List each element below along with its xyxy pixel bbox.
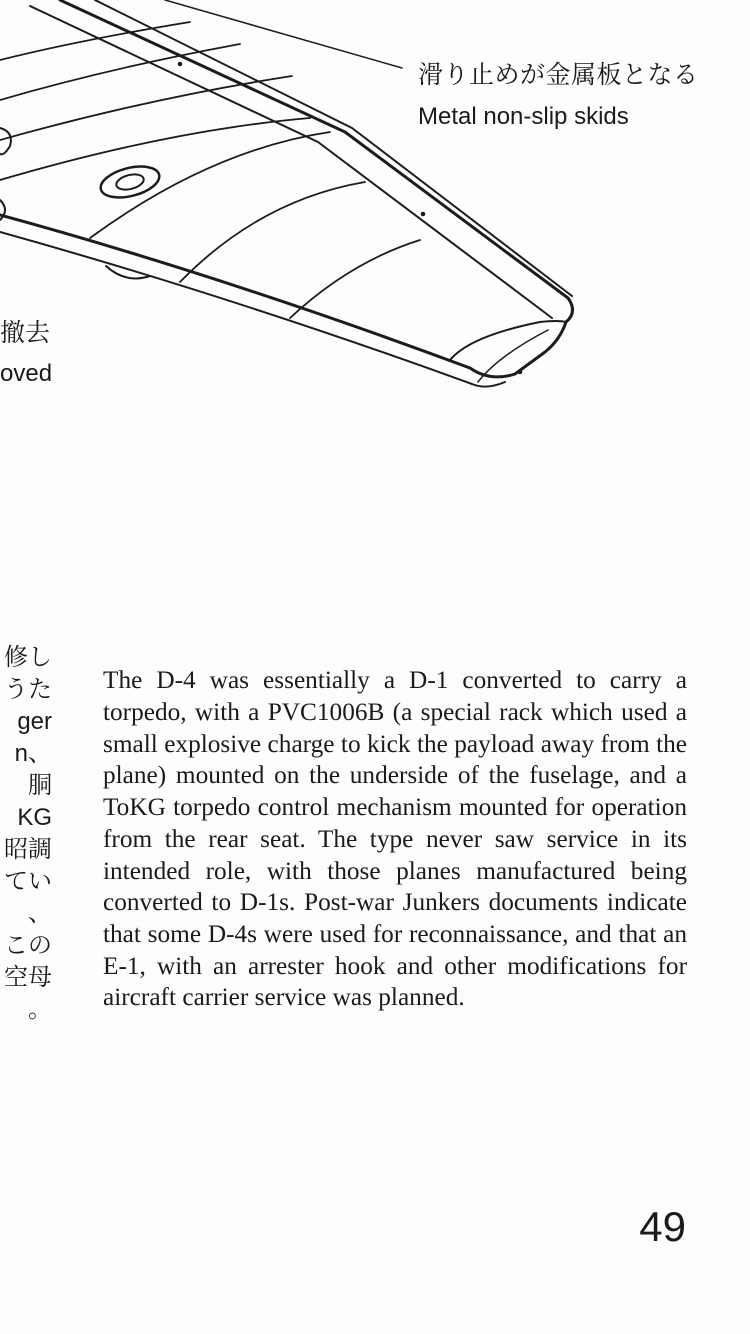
wing-underside-bump [106, 266, 150, 278]
wing-rib-line [290, 240, 420, 318]
callout-leader-line [165, 0, 402, 68]
wing-trailing-edge-inner [0, 232, 505, 387]
wing-access-port-inner [115, 172, 146, 192]
japanese-text-column [0, 642, 52, 1026]
wing-rivet [421, 212, 425, 216]
japanese-text-line: n、 [14, 740, 52, 767]
callout-skids-japanese: 滑り止めが金属板となる [418, 61, 699, 89]
wing-rib-line [180, 182, 365, 282]
japanese-text-line: ger [17, 708, 52, 735]
japanese-text-line: 。 [28, 996, 52, 1023]
japanese-text-line: KG [17, 804, 52, 831]
japanese-text-line: この [4, 932, 52, 959]
callout-skids-english: Metal non-slip skids [418, 103, 629, 130]
page-number: 49 [639, 1203, 686, 1250]
wing-rivet [518, 370, 522, 374]
wing-skid-inner [30, 6, 552, 318]
wing-rivet [178, 62, 182, 66]
english-body-paragraph: The D-4 was essentially a D-1 converted to carry a torpedo, with a PVC1006B (a special rack which used a small explosive charge to kick the payload away from the plane) mounted on the underside of the fuselage, and a ToKG torpedo control mechanism mounted for operation from the rear seat. The type never saw service in its intended role, with those planes manufactured being converted to D-1s. Post-war Junkers documents indicate that some D-4s were used for reconnaissance, and that an E-1, with an arrester hook and other modifications for aircraft carrier service was planned. [103, 666, 687, 1012]
japanese-text-line: てい [4, 868, 52, 895]
japanese-text-line: 、 [28, 900, 52, 927]
wing-panel-line [0, 22, 190, 60]
wing-leading-edge [60, 0, 573, 322]
japanese-text-line: 昭調 [4, 836, 52, 863]
japanese-text-line: 修し [4, 644, 52, 671]
japanese-text-line: 空母 [4, 964, 52, 991]
japanese-text-line: うた [4, 676, 52, 703]
wing-trailing-edge [0, 215, 566, 377]
callout-removed-japanese: 撤去 [0, 319, 51, 347]
wing-access-port [0, 128, 11, 154]
wing-skid-strip [95, 0, 572, 296]
callout-removed-english: oved [0, 360, 53, 387]
japanese-text-line: 胴 [28, 772, 52, 799]
